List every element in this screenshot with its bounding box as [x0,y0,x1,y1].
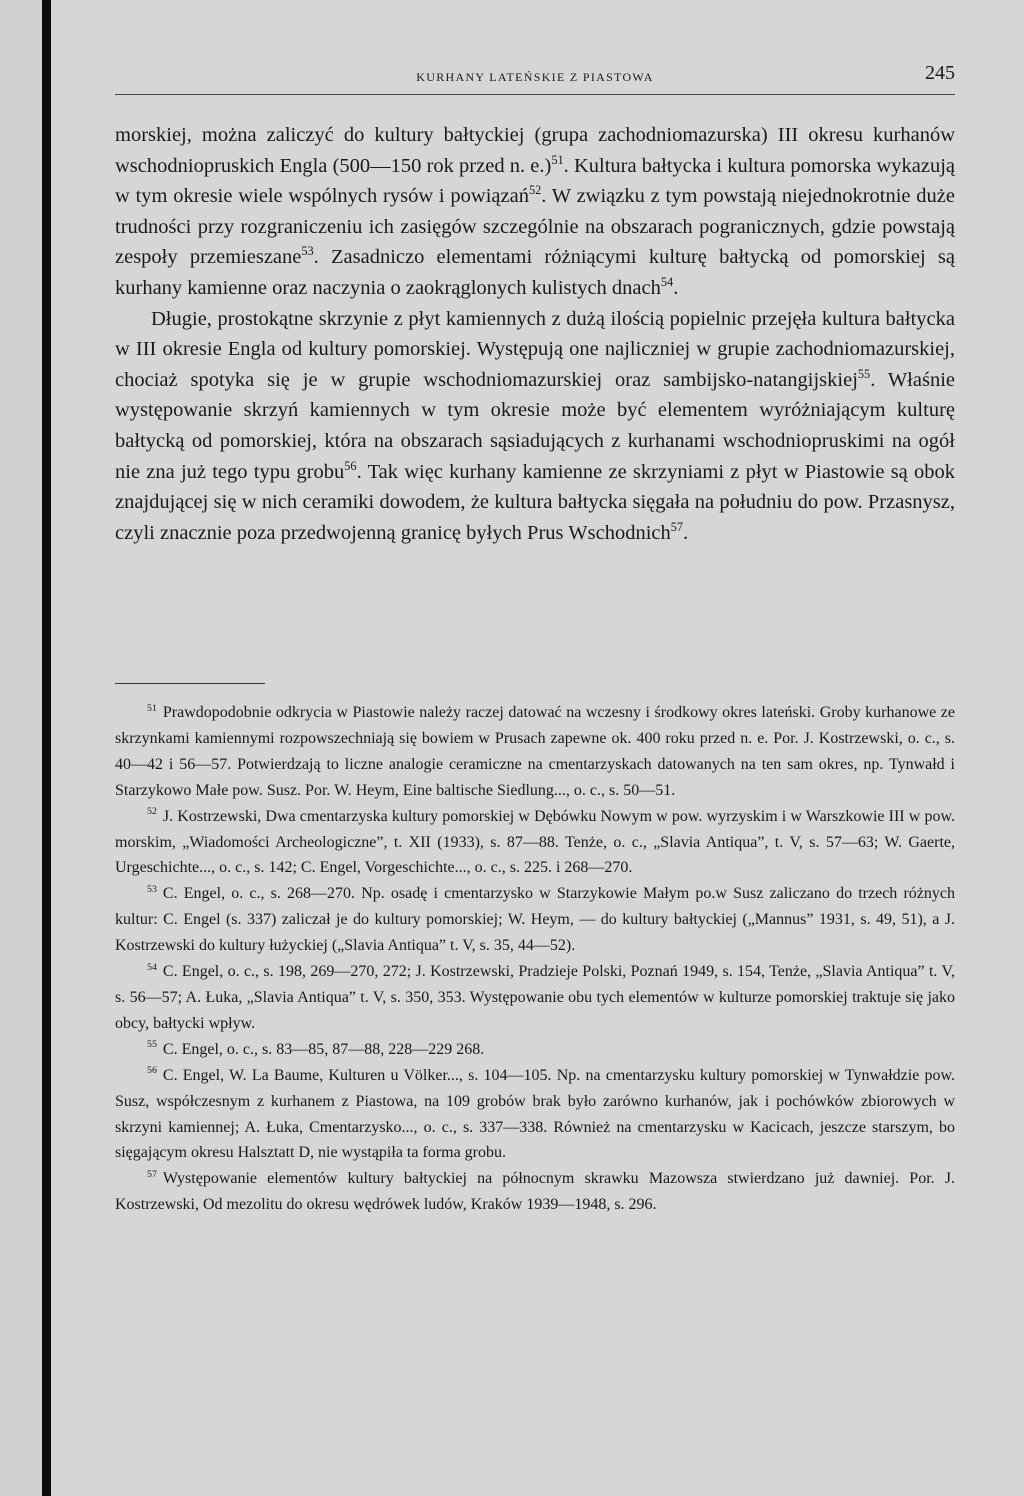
footnote-53 [115,881,955,959]
footnote-ref: 53 [301,244,314,259]
text-run: . Kultura bałtycka i kultura pomorska wykazują w tym okresie wiele wspólnych rysów i powiązań [115,154,955,208]
running-header [115,58,955,95]
footnote-number: 53 [147,884,157,896]
footnote-57 [115,1166,955,1218]
footnote-number: 54 [147,961,157,973]
footnote-number: 56 [147,1065,157,1077]
footnote-52 [115,804,955,882]
book-spine-shadow [42,0,51,1496]
footnote-text: C. Engel, o. c., s. 268—270. Np. osadę i cmentarzysko w Starzykowie Małym po.w Susz zaliczano do trzech różnych kultur: C. Engel (s. 337) zaliczał je do kultury pomorskiej; W. Heym, — do kultury bałtyckiej („Mannus” 1931, s. 49, 51), a J. Kostrzewski do kultury łużyckiej („Slavia Antiqua” t. V, s. 35, 44—52). [115,885,955,955]
footnote-text: J. Kostrzewski, Dwa cmentarzyska kultury pomorskiej w Dębówku Nowym w pow. wyrzyskim i w Warszkowie III w pow. morskim, „Wiadomości Archeologiczne”, t. XII (1933), s. 87—88. Tenże, o. c., „Slavia Antiqua”, t. V, s. 57—63; W. Gaerte, Urgeschichte..., o. c., s. 142; C. Engel, Vorgeschichte..., o. c., s. 225. i 268—270. [115,807,955,877]
text-run: . W związku z tym powstają niejednokrotnie duże trudności przy rozgraniczeniu ich zasięgów szczególnie na obszarach pogranicznych, gdzie powstają zespoły przemieszane [115,185,956,269]
text-run: morskiej, można zaliczyć do kultury bałtyckiej (grupa zachodniomazurska) III okresu kurhanów wschodniopruskich Engla (500—150 rok przed n. e.) [115,124,955,177]
text-run: . Tak więc kurhany kamienne ze skrzyniami z płyt w Piastowie są obok znajdującej się w nich ceramiki dowodem, że kultura bałtycka sięgała na południu do pow. Przasnysz, czyli znacznie poza przedwojenną granicę byłych Prus Wschodnich [115,460,955,544]
footnote-54 [115,959,955,1037]
footnote-ref: 57 [670,519,684,534]
footnote-number: 57 [147,1168,157,1180]
paragraph-2 [115,304,955,549]
footnote-56 [115,1063,955,1167]
footnote-number: 55 [147,1039,157,1051]
footnote-text: Występowanie elementów kultury bałtyckiej na północnym skrawku Mazowsza stwierdzano już dawniej. Por. J. Kostrzewski, Od mezolitu do okresu wędrówek ludów, Kraków 1939—1948, s. 296. [115,1170,955,1214]
footnote-number: 51 [147,702,157,714]
footnote-text: C. Engel, o. c., s. 198, 269—270, 272; J. Kostrzewski, Pradzieje Polski, Poznań 1949, s. 154, Tenże, „Slavia Antiqua” t. V, s. 56—57; A. Łuka, „Slavia Antiqua” t. V, s. 350, 353. Występowanie obu tych elementów w kulturze pomorskiej traktuje się jako obcy, bałtycki wpływ. [115,963,955,1032]
footnote-separator [115,683,265,684]
main-text [115,120,955,548]
page-binding-margin [0,0,42,1496]
footnote-text: C. Engel, o. c., s. 83—85, 87—88, 228—229 268. [162,1040,485,1058]
text-run: . Właśnie występowanie skrzyń kamiennych w tym okresie może być elementem wyróżniającym kulturę bałtycką od pomorskiej, która na obszarach sąsiadujących z kurhanami wschodniopruskimi na ogół nie zna już tego typu grobu [115,368,956,483]
footnote-ref: 51 [551,152,564,167]
footnote-55 [115,1037,955,1063]
text-run: . [683,521,689,544]
paragraph-1 [115,120,955,304]
text-run: . [673,276,679,299]
text-run: Długie, prostokątne skrzynie z płyt kamiennych z dużą ilością popielnic przejęła kultura bałtycka w III okresie Engla od kultury pomorskiej. Występują one najliczniej w grupie zachodniomazurskiej, chociaż spotyka się je w grupie wschodniomazurskiej oraz sambijsko-natangijskiej [115,307,955,391]
footnotes [115,700,955,1218]
footnote-ref: 52 [528,183,542,198]
footnote-ref: 54 [660,275,674,290]
footnote-ref: 56 [344,458,357,473]
footnote-number: 52 [147,806,157,818]
footnote-51 [115,700,955,804]
text-run: . Zasadniczo elementami różniącymi kulturę bałtycką od pomorskiej są kurhany kamienne oraz naczynia o zaokrąglonych kulistych dnach [115,246,955,299]
footnote-text: Prawdopodobnie odkrycia w Piastowie należy raczej datować na wczesny i środkowy okres lateński. Groby kurhanowe ze skrzynkami kamiennymi rozpowszechniają się bowiem w Prusach zapewne ok. 400 roku przed n. e. Por. J. Kostrzewski, o. c., s. 40—42 i 56—57. Potwierdzają to liczne analogie ceramiczne na cmentarzyskach datowanych na ten sam okres, np. Tynwałd i Starzykowo Małe pow. Susz. Por. W. Heym, Eine baltische Siedlung..., o. c., s. 50—51. [115,704,955,799]
footnote-text: C. Engel, W. La Baume, Kulturen u Völker..., s. 104—105. Np. na cmentarzysku kultury pomorskiej w Tynwałdzie pow. Susz, współczesnym z kurhanem z Piastowa, na 109 grobów brak było zarówno kurhanów, jak i pochówków zbiorowych w skrzyni kamiennej; A. Łuka, Cmentarzysko..., o. c., s. 337—338. Również na cmentarzysku w Kacicach, jeszcze starszym, bo sięgającym okresu Halsztatt D, nie wystąpiła ta forma grobu. [115,1066,955,1162]
running-title: KURHANY LATEŃSKIE Z PIASTOWA [416,70,654,84]
footnote-ref: 55 [857,366,871,381]
page-number: 245 [925,62,955,84]
